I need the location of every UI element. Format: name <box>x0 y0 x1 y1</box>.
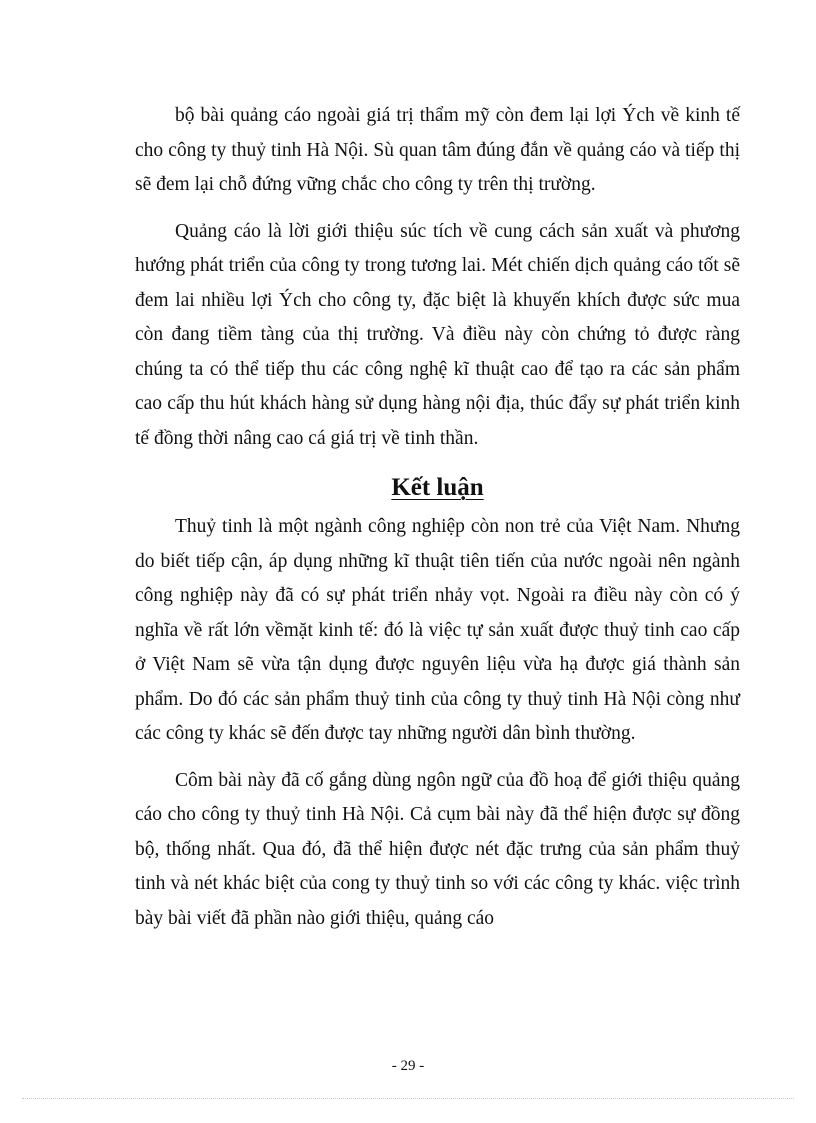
body-paragraph: Côm bài này đã cố gắng dùng ngôn ngữ của đồ hoạ để giới thiệu quảng cáo cho công ty thuỷ tinh Hà Nội. Cả cụm bài này đã thể hiện được sự đồng bộ, thống nhất. Qua đó, đã thể hiện được nét đặc trưng của sản phẩm thuỷ tinh và nét khác biệt của cong ty thuỷ tinh so với các công ty khác. việc trình bày bài viết đã phần nào giới thiệu, quảng cáo <box>135 769 740 929</box>
page-bottom-divider <box>22 1098 794 1099</box>
section-heading: Kết luận <box>391 474 484 501</box>
page-number: - 29 - <box>391 1058 425 1074</box>
body-paragraph: Thuỷ tinh là một ngành công nghiệp còn non trẻ của Việt Nam. Nhưng do biết tiếp cận, áp dụng những kĩ thuật tiên tiến của nước ngoài nên ngành công nghiệp này đã có sự phát triển nhảy vọt. Ngoài ra điều này còn có ý nghĩa về rất lớn vềmặt kinh tế: đó là việc tự sản xuất được thuỷ tinh cao cấp ở Việt Nam sẽ vừa tận dụng được nguyên liệu vừa hạ được giá thành sản phẩm. Do đó các sản phẩm thuỷ tinh của công ty thuỷ tinh Hà Nội còng như các công ty khác sẽ đến được tay những người dân bình thường. <box>135 516 740 744</box>
body-paragraph: Quảng cáo là lời giới thiệu súc tích về cung cách sản xuất và phương hướng phát triển của công ty trong tương lai. Mét chiến dịch quảng cáo tốt sẽ đem lai nhiều lợi Ých cho công ty, đặc biệt là khuyến khích được sức mua còn đang tiềm tàng của thị trường. Và điều này còn chứng tỏ được ràng chúng ta có thể tiếp thu các công nghệ kĩ thuật cao để tạo ra các sản phẩm cao cấp thu hút khách hàng sử dụng hàng nội địa, thúc đẩy sự phát triển kinh tế đồng thời nâng cao cá giá trị về tinh thần. <box>135 220 740 449</box>
body-paragraph: bộ bài quảng cáo ngoài giá trị thẩm mỹ còn đem lại lợi Ých về kinh tế cho công ty thuỷ tinh Hà Nội. Sù quan tâm đúng đắn về quảng cáo và tiếp thị sẽ đem lại chỗ đứng vững chắc cho công ty trên thị trường. <box>135 105 740 195</box>
page-content <box>135 99 740 948</box>
